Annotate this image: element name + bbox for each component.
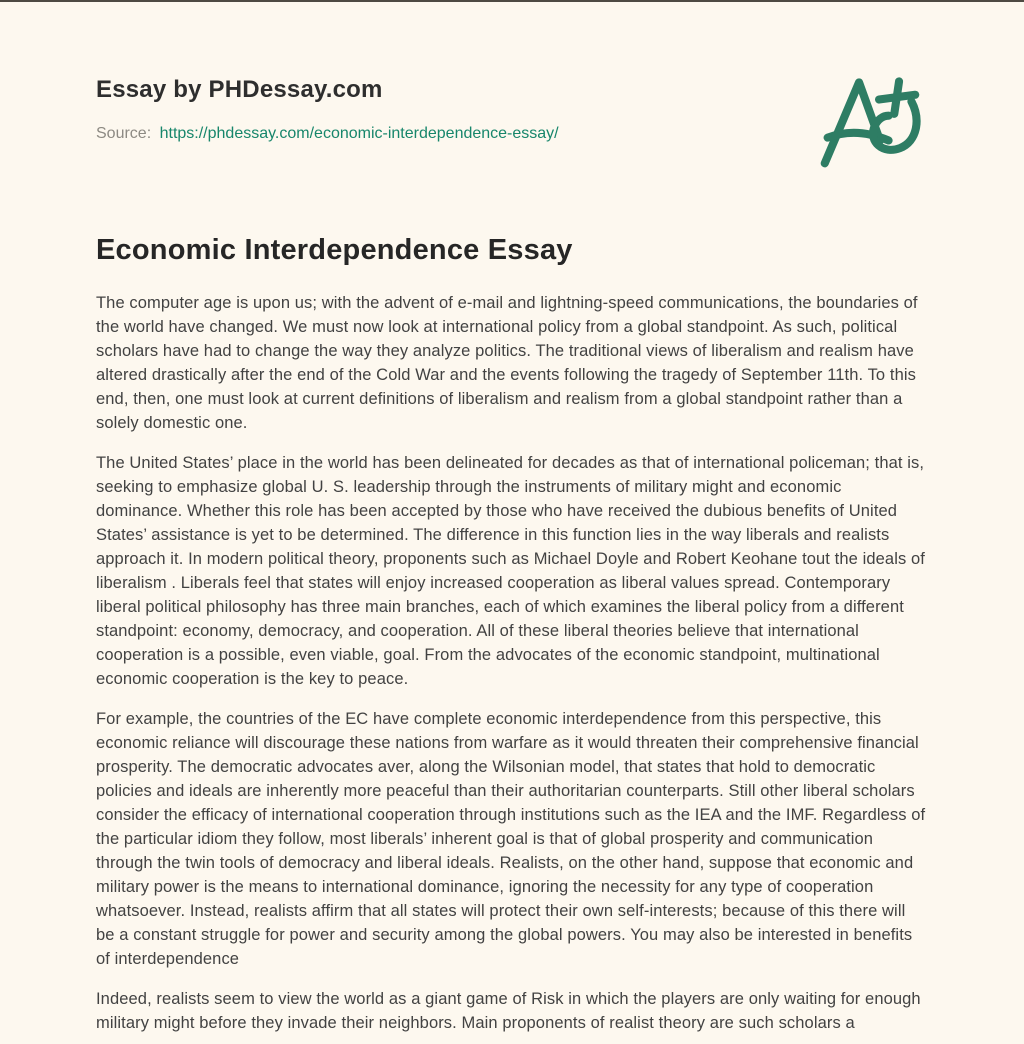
essay-paragraph-1: The computer age is upon us; with the advent of e-mail and lightning-speed communications, the boundaries of the world have changed. We must now look at international policy from a global standpoint. As such, political scholars have had to change the way they analyze politics. The traditional views of liberalism and realism have altered drastically after the end of the Cold War and the events following the tragedy of September 11th. To this end, then, one must look at current definitions of liberalism and realism from a global standpoint rather than a solely domestic one. (96, 294, 918, 432)
header (96, 76, 928, 170)
source-line (96, 125, 559, 143)
essay-paragraph-4: Indeed, realists seem to view the world as a giant game of Risk in which the players are only waiting for enough military might before they invade their neighbors. Main proponents of realist theory are such scholars a (96, 990, 921, 1032)
essay-body (96, 291, 928, 1035)
essay-paragraph-3: For example, the countries of the EC have complete economic interdependence from this perspective, this economic reliance will discourage these nations from warfare as it would threaten their comprehensive financial prosperity. The democratic advocates aver, along the Wilsonian model, that states that hold to democratic policies and ideals are inherently more peaceful than their authoritarian counterparts. Still other liberal scholars consider the efficacy of international cooperation through institutions such as the IEA and the IMF. Regardless of the particular idiom they follow, most liberals’ inherent goal is that of global prosperity and communication through the twin tools of democracy and liberal ideals. Realists, on the other hand, suppose that economic and military power is the means to international dominance, ignoring the necessity for any type of cooperation whatsoever. Instead, realists affirm that all states will protect their own self-interests; because of this there will be a constant struggle for power and security among the global powers. You may also be interested in benefits of interdependence (96, 710, 926, 968)
source-label: Source: (96, 124, 152, 142)
source-link[interactable]: https://phdessay.com/economic-interdependence-essay/ (159, 124, 559, 142)
phdessay-a-plus-logo-icon (814, 70, 926, 170)
essay-title: Economic Interdependence Essay (96, 234, 573, 266)
brand-title: Essay by PHDessay.com (96, 76, 383, 103)
essay-content (96, 234, 928, 1035)
header-text-block (96, 76, 559, 143)
essay-paragraph-2: The United States’ place in the world has been delineated for decades as that of international policeman; that is, seeking to emphasize global U. S. leadership through the instruments of military might and economic dominance. Whether this role has been accepted by those who have received the dubious benefits of United States’ assistance is yet to be determined. The difference in this function lies in the way liberals and realists approach it. In modern political theory, proponents such as Michael Doyle and Robert Keohane tout the ideals of liberalism . Liberals feel that states will enjoy increased cooperation as liberal values spread. Contemporary liberal political philosophy has three main branches, each of which examines the liberal policy from a different standpoint: economy, democracy, and cooperation. All of these liberal theories believe that international cooperation is a possible, even viable, goal. From the advocates of the economic standpoint, multinational economic cooperation is the key to peace. (96, 454, 925, 688)
